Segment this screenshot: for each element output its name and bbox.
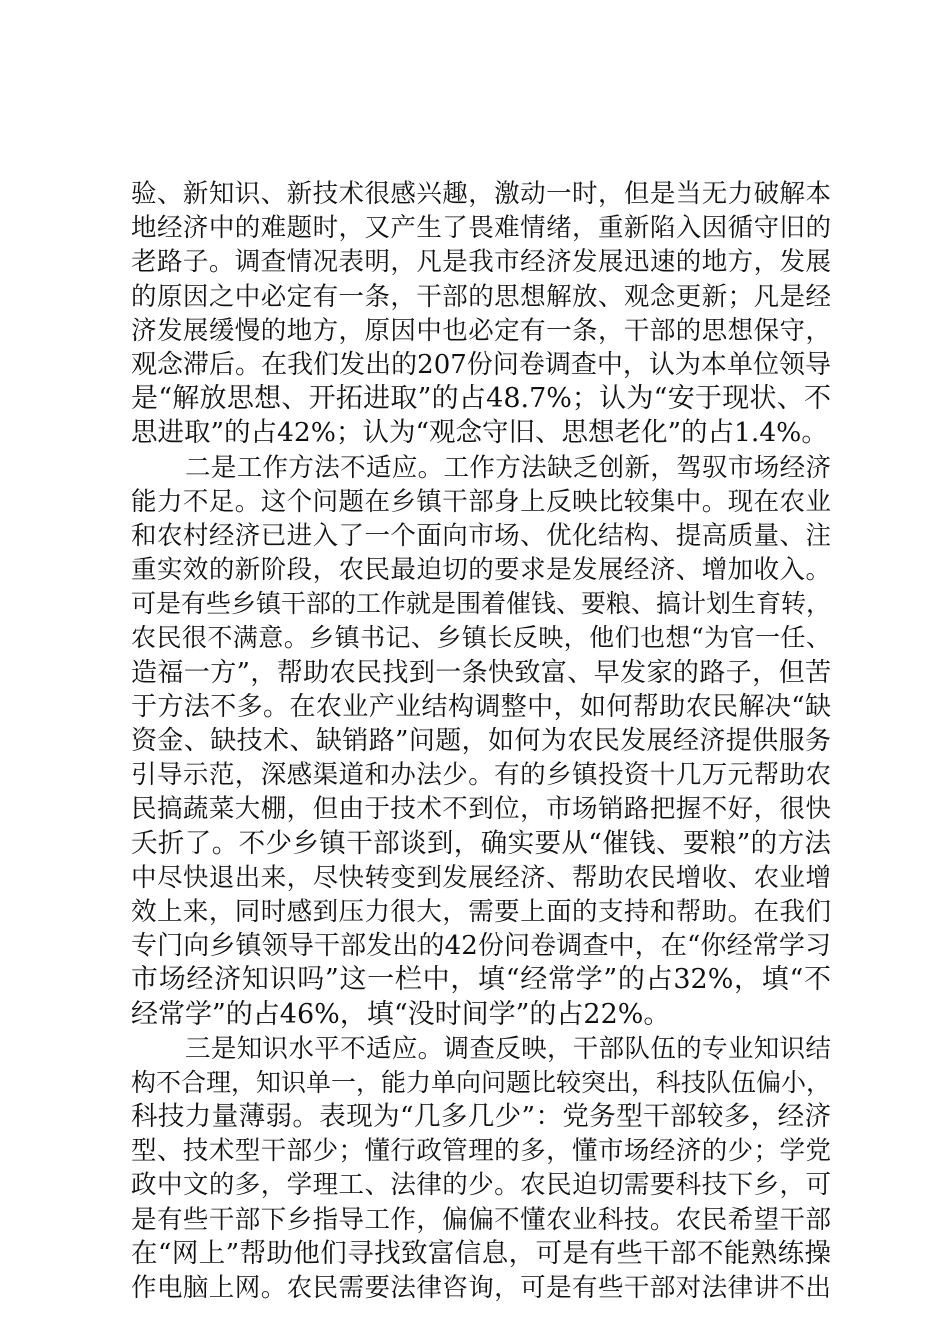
body-text: [131, 177, 831, 1305]
text-line: 是“解放思想、开拓进取”的占48.7%；认为“安于现状、不: [131, 383, 831, 415]
text-line: 农民很不满意。乡镇书记、乡镇长反映，他们也想“为官一任、: [131, 623, 831, 653]
text-line: 作电脑上网。农民需要法律咨询，可是有些干部对法律讲不出: [131, 1273, 831, 1303]
text-line: 专门向乡镇领导干部发出的42份问卷调查中，在“你经常学习: [131, 931, 831, 962]
text-line: 验、新知识、新技术很感兴趣，激动一时，但是当无力破解本: [131, 179, 831, 209]
paragraph-first-line: 二是工作方法不适应。工作方法缺乏创新，驾驭市场经济: [185, 452, 831, 483]
text-line: 在“网上”帮助他们寻找致富信息，可是有些干部不能熟练操: [131, 1237, 831, 1269]
text-line: 资金、缺技术、缺销路”问题，如何为农民发展经济提供服务: [131, 726, 831, 756]
text-line: 政中文的多，学理工、法律的少。农民迫切需要科技下乡，可: [131, 1170, 831, 1201]
paragraph-first-line: 三是知识水平不适应。调查反映，干部队伍的专业知识结: [185, 1033, 831, 1064]
text-line: 济发展缓慢的地方，原因中也必定有一条，干部的思想保守，: [131, 315, 831, 346]
text-line: 造福一方”，帮助农民找到一条快致富、早发家的路子，但苦: [131, 657, 831, 688]
text-line: 民搞蔬菜大棚，但由于技术不到位，市场销路把握不好，很快: [131, 794, 831, 825]
text-line: 引导示范，深感渠道和办法少。有的乡镇投资十几万元帮助农: [131, 760, 831, 791]
text-line: 夭折了。不少乡镇干部谈到，确实要从“催钱、要粮”的方法: [131, 827, 831, 859]
text-line: 构不合理，知识单一，能力单向问题比较突出，科技队伍偏小，: [131, 1067, 832, 1097]
text-line: 经常学”的占46%，填“没时间学”的占22%。: [131, 998, 671, 1030]
text-line: 型、技术型干部少；懂行政管理的多，懂市场经济的少；学党: [131, 1136, 831, 1167]
text-line: 思进取”的占42%；认为“观念守旧、思想老化”的占1.4%。: [131, 417, 828, 449]
text-line: 重实效的新阶段，农民最迫切的要求是发展经济、增加收入。: [131, 555, 831, 586]
text-line: 老路子。调查情况表明，凡是我市经济发展迅速的地方，发展: [131, 247, 831, 278]
text-line: 可是有些乡镇干部的工作就是围着催钱、要粮、搞计划生育转，: [131, 589, 832, 619]
text-line: 的原因之中必定有一条，干部的思想解放、观念更新；凡是经: [131, 281, 831, 312]
text-line: 效上来，同时感到压力很大，需要上面的支持和帮助。在我们: [131, 896, 831, 927]
text-line: 中尽快退出来，尽快转变到发展经济、帮助农民增收、农业增: [131, 862, 831, 893]
text-line: 和农村经济已进入了一个面向市场、优化结构、提高质量、注: [131, 520, 831, 551]
text-line: 地经济中的难题时，又产生了畏难情绪，重新陷入因循守旧的: [131, 213, 831, 244]
text-line: 观念滞后。在我们发出的207份问卷调查中，认为本单位领导: [131, 349, 831, 380]
text-line: 于方法不多。在农业产业结构调整中，如何帮助农民解决“缺: [131, 691, 831, 722]
text-line: 科技力量薄弱。表现为“几多几少”：党务型干部较多，经济: [131, 1101, 831, 1133]
text-line: 是有些干部下乡指导工作，偏偏不懂农业科技。农民希望干部: [131, 1204, 831, 1235]
text-line: 市场经济知识吗”这一栏中，填“经常学”的占32%，填“不: [131, 964, 831, 996]
text-line: 能力不足。这个问题在乡镇干部身上反映比较集中。现在农业: [131, 486, 831, 517]
